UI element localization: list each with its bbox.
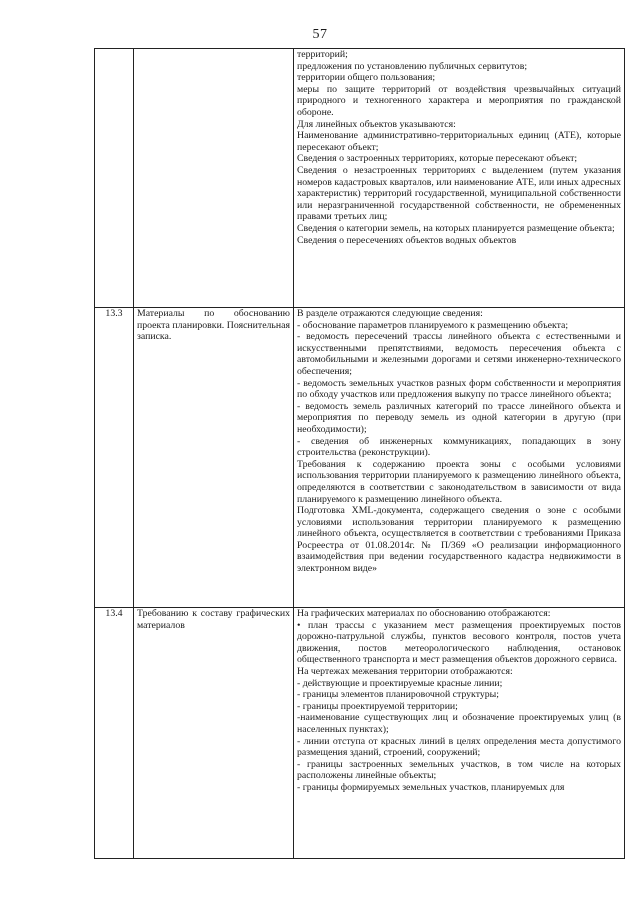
row-number-cell (95, 49, 134, 308)
content-line: - границы проектируемой территории; (297, 700, 458, 712)
content-line: На чертежах межевания территории отображаются: (297, 665, 513, 677)
page-number: 57 (312, 27, 328, 42)
content-line: предложения по установлению публичных сервитутов; (297, 60, 528, 72)
content-line: -наименование существующих лиц и обозначение проектируемых улиц (в населенных пунктах); (297, 712, 621, 735)
requirements-table (94, 48, 625, 859)
row-content-cell (294, 49, 625, 308)
content-line: - действующие и проектируемые красные линии; (297, 677, 503, 689)
content-line: территорий; (297, 49, 348, 60)
table-row (95, 608, 625, 859)
content-line: В разделе отражаются следующие сведения: (297, 308, 483, 319)
row-number-cell: 13.4 (95, 608, 134, 859)
content-line: - обоснование параметров планируемого к размещению объекта; (297, 319, 569, 331)
content-line: Сведения о застроенных территориях, которые пересекают объект; (297, 153, 578, 165)
content-line: территории общего пользования; (297, 72, 436, 84)
content-line: - ведомость земель различных категорий по трассе линейного объекта и мероприятия по переводу земель из одной категории в другую (при необходимости); (297, 400, 621, 435)
content-line: На графических материалах по обоснованию отображаются: (297, 608, 551, 619)
content-line: - границы застроенных земельных участков, в том числе на которых расположены линейные объекты; (297, 758, 621, 782)
row-title-cell: Материалы по обоснованию проекта планировки. Пояснительная записка. (134, 308, 294, 608)
content-line: меры по защите территорий от воздействия чрезвычайных ситуаций природного и техногенного характера и мероприятия по гражданской обороне. (297, 83, 621, 118)
row-content-cell (294, 308, 625, 608)
content-line: • план трассы с указанием мест размещения проектируемых постов дорожно-патрульной службы, пунктов весового контроля, постов учета движения, постов метеорологического наблюдения, остановок общественного транспорта и мест размещения объектов дорожного сервиса. (297, 619, 621, 666)
content-line: Подготовка XML-документа, содержащего сведения о зоне с особыми условиями использования территории планируемого к размещению линейного объекта, осуществляется в соответствии с требованиями Приказа Росреестра от 01.08.2014г. № П/369 «О реализации информационного взаимодействия при ведении государственного кадастра недвижимости в электронном виде» (297, 505, 621, 575)
content-line: Сведения о незастроенных территориях с выделением (путем указания номеров кадастровых кварталов, или наименование АТЕ, или иных адресных характеристик) территорий государственной, муниципальной собственности или неразграниченной государственной собственности, не обремененных правами третьих лиц; (297, 164, 621, 223)
content-line: - сведения об инженерных коммуникациях, попадающих в зону строительства (реконструкции). (297, 435, 621, 459)
content-line: - границы формируемых земельных участков, планируемых для (297, 781, 565, 793)
content-line: Наименование административно-территориальных единиц (АТЕ), которые пересекают объект; (297, 130, 621, 153)
table-row (95, 308, 625, 608)
content-line: - ведомость земельных участков разных форм собственности и мероприятия по обходу участков или предложения выкупу по трассе линейного объекта; (297, 377, 621, 401)
content-line: Для линейных объектов указываются: (297, 118, 456, 130)
content-line: - ведомость пересечений трассы линейного объекта с естественными и искусственными препятствиями, ведомость пересечения объекта с автомобильными и железными дорогами и сетями инженерно-технического обеспечения; (297, 331, 621, 377)
row-number-cell: 13.3 (95, 308, 134, 608)
content-line: Сведения о пересечениях объектов водных объектов (297, 234, 517, 246)
row-title-cell: Требованию к составу графических материалов (134, 608, 294, 859)
table-row (95, 49, 625, 308)
content-line: - линии отступа от красных линий в целях определения места допустимого размещения зданий, строений, сооружений; (297, 735, 621, 759)
row-title-cell (134, 49, 294, 308)
content-line: Сведения о категории земель, на которых планируется размещение объекта; (297, 222, 615, 234)
row-content-cell (294, 608, 625, 859)
content-line: - границы элементов планировочной структуры; (297, 689, 499, 701)
content-line: Требования к содержанию проекта зоны с особыми условиями использования территории планируемого к размещению линейного объекта, определяются в соответствии с законодательством в зависимости от вида планируемого к размещению линейного объекта. (297, 458, 621, 505)
